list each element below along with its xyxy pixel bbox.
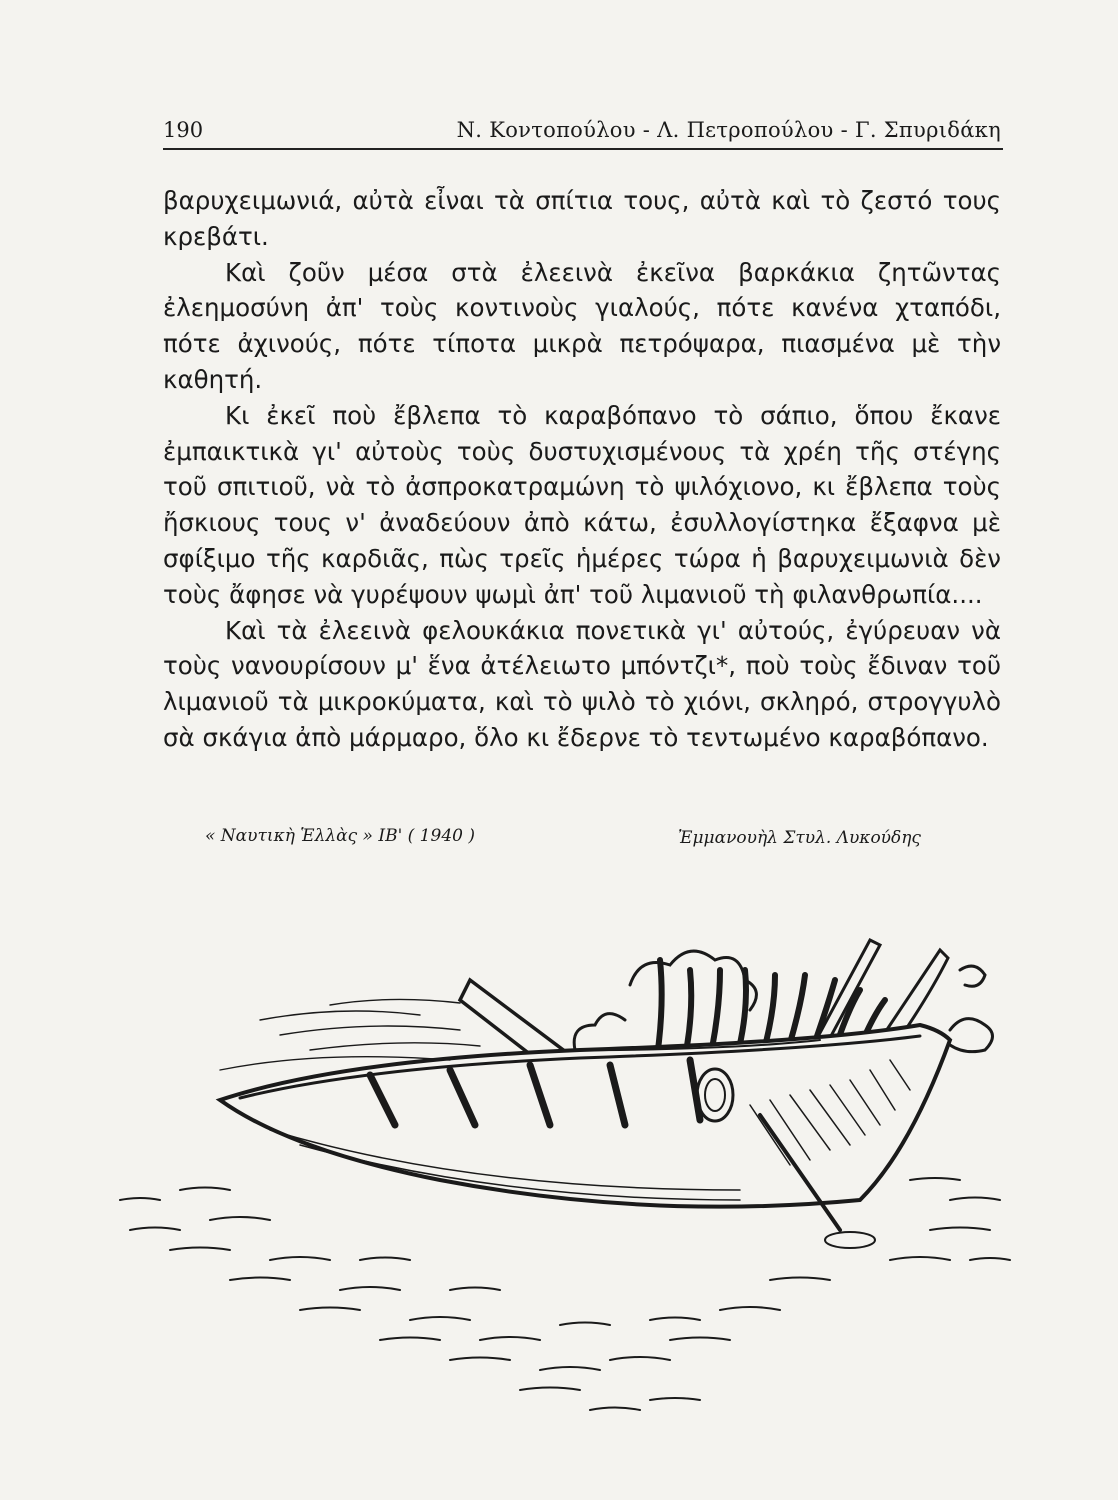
source-citation: « Ναυτικὴ Ἑλλὰς » ΙΒ' ( 1940 ) (205, 826, 475, 846)
cloud (960, 966, 985, 986)
paragraph: Καὶ ζοῦν μέσα στὰ ἐλεεινὰ ἐκεῖνα βαρκάκια ζητῶντας ἐλεημοσύνη ἀπ' τοὺς κοντινοὺς γιαλούς, πότε κανένα χταπόδι, πότε ἀχινούς, πότε τίποτα μικρὰ πετρόψαρα, πιασμένα μὲ τὴν καθητή. (163, 257, 1001, 394)
running-head: Ν. Κοντοπούλου - Λ. Πετροπούλου - Γ. Σπυριδάκη (456, 118, 1001, 142)
hull (220, 1025, 950, 1207)
body-text (163, 183, 1001, 756)
author-signature: Ἐμμανουὴλ Στυλ. Λυκούδης (678, 828, 921, 848)
page-header (163, 112, 1001, 148)
cloud (950, 1019, 993, 1052)
boat-illustration (110, 930, 1030, 1430)
cloud (574, 1014, 625, 1050)
paragraph: Καὶ τὰ ἐλεεινὰ φελουκάκια πονετικὰ γι' αὐτούς, ἐγύρευαν νὰ τοὺς νανουρίσουν μ' ἕνα ἀτέλειωτο μπόντζι*, ποὺ τοὺς ἔδιναν τοῦ λιμανιοῦ τὰ μικροκύματα, καὶ τὸ ψιλὸ τὸ χιόνι, σκληρό, στρογγυλὸ σὰ σκάγια ἀπὸ μάρμαρο, ὅλο κι ἔδερνε τὸ τεντωμένο καραβόπανο. (163, 615, 1001, 752)
water-strokes (120, 1178, 1010, 1410)
header-rule (163, 148, 1003, 150)
paragraph: Κι ἐκεῖ ποὺ ἔβλεπα τὸ καραβόπανο τὸ σάπιο, ὅπου ἔκανε ἐμπαικτικὰ γι' αὐτοὺς τοὺς δυστυχισμένους τὰ χρέη τῆς στέγης τοῦ σπιτιοῦ, νὰ τὸ ἀσπροκατραμώνη τὸ ψιλόχιονο, κι ἔβλεπα τοὺς ἤσκιους τους ν' ἀναδεύουν ἀπὸ κάτω, ἐσυλλογίστηκα ἔξαφνα μὲ σφίξιμο τῆς καρδιᾶς, πὼς τρεῖς ἡμέρες τώρα ἡ βαρυχειμωνιὰ δὲν τοὺς ἄφησε νὰ γυρέψουν ψωμὶ ἀπ' τοῦ λιμανιοῦ τὴ φιλανθρωπία.... (163, 400, 1001, 609)
water-ripple (825, 1232, 875, 1248)
page-number: 190 (163, 118, 204, 142)
sky-hatching (220, 999, 480, 1070)
paragraph: βαρυχειμωνιά, αὐτὰ εἶναι τὰ σπίτια τους, αὐτὰ καὶ τὸ ζεστό τους κρεβάτι. (163, 186, 1001, 251)
